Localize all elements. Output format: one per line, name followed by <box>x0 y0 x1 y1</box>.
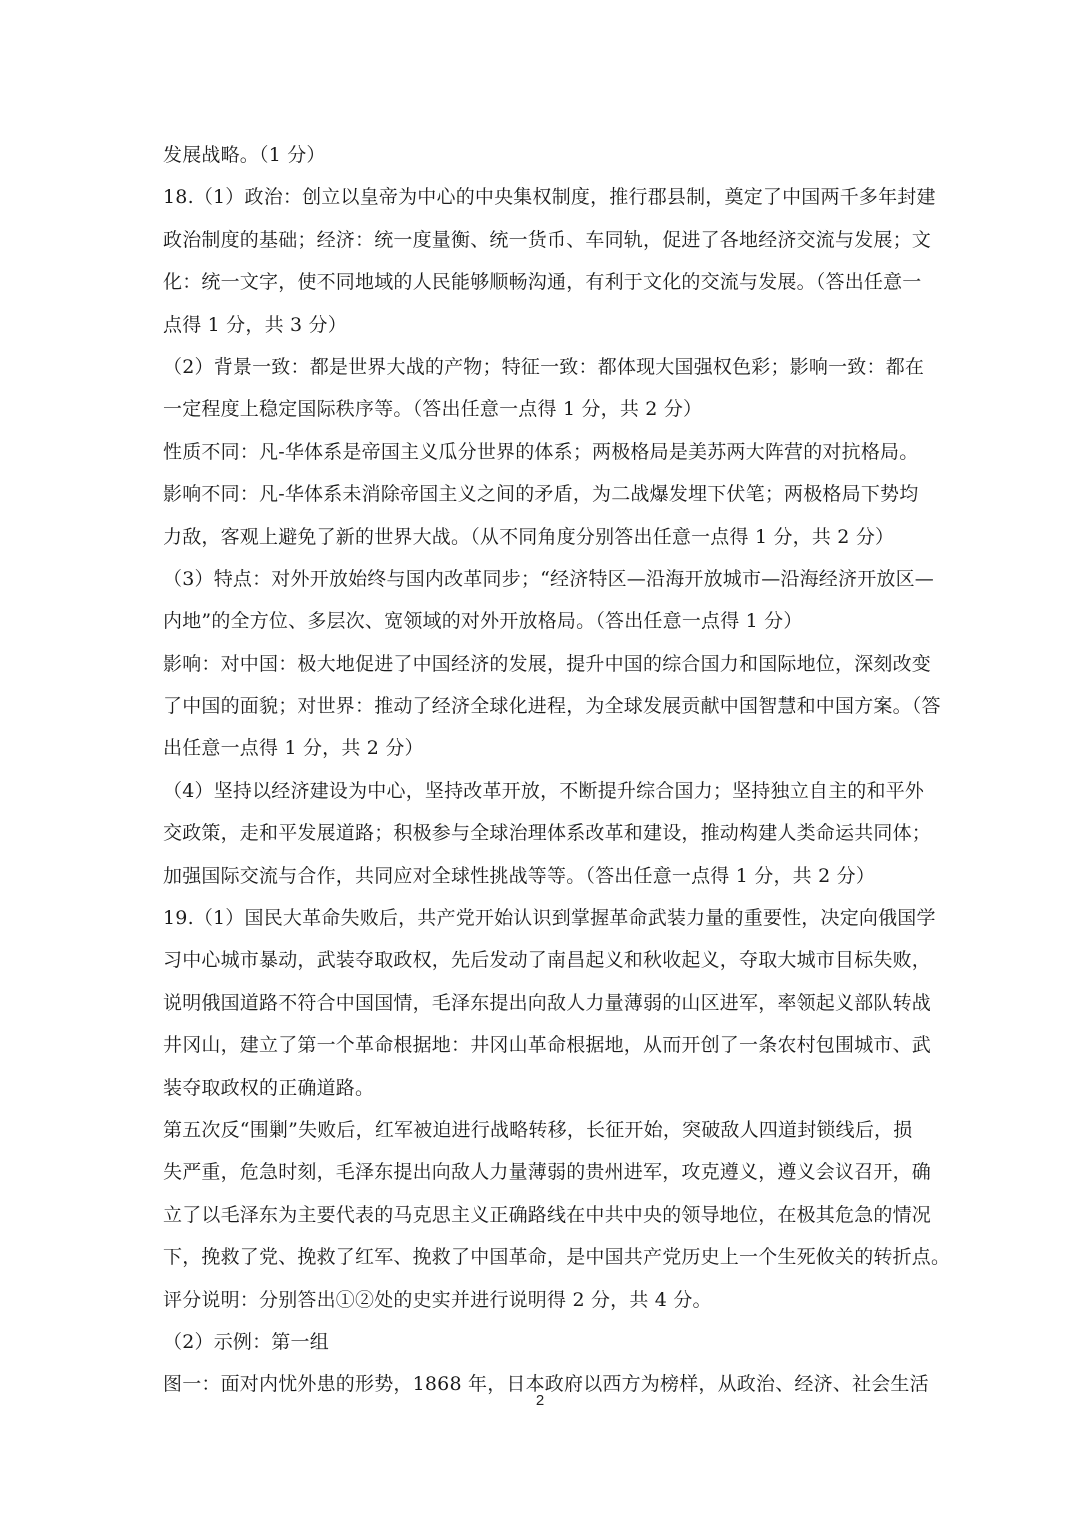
text-line: 影响：对中国：极大地促进了中国经济的发展，提升中国的综合国力和国际地位，深刻改变 <box>163 652 932 675</box>
text-line: 性质不同：凡-华体系是帝国主义瓜分世界的体系；两极格局是美苏两大阵营的对抗格局。 <box>163 440 919 463</box>
text-line: 点得 1 分，共 3 分） <box>163 313 347 336</box>
text-line: 加强国际交流与合作，共同应对全球性挑战等等。（答出任意一点得 1 分，共 2 分） <box>163 864 876 887</box>
text-line: 发展战略。（1 分） <box>163 144 326 166</box>
text-line: （4）坚持以经济建设为中心，坚持改革开放，不断提升综合国力；坚持独立自主的和平外 <box>163 779 925 802</box>
text-line: （2）背景一致：都是世界大战的产物；特征一致：都体现大国强权色彩；影响一致：都在 <box>163 355 925 378</box>
text-line: 第五次反“围剿”失败后，红军被迫进行战略转移，长征开始，突破敌人四道封锁线后，损 <box>163 1118 913 1141</box>
text-line: 评分说明：分别答出①②处的史实并进行说明得 2 分，共 4 分。 <box>163 1288 712 1311</box>
text-line: 习中心城市暴动，武装夺取政权，先后发动了南昌起义和秋收起义，夺取大城市目标失败， <box>163 949 932 972</box>
text-line: 力敌，客观上避免了新的世界大战。（从不同角度分别答出任意一点得 1 分，共 2 分） <box>163 525 895 548</box>
text-line: （3）特点：对外开放始终与国内改革同步；“经济特区—沿海开放城市—沿海经济开放区— <box>163 567 935 590</box>
text-line: 说明俄国道路不符合中国国情，毛泽东提出向敌人力量薄弱的山区进军，率领起义部队转战 <box>163 991 932 1014</box>
text-line: 出任意一点得 1 分，共 2 分） <box>163 737 424 760</box>
text-line: 19.（1）国民大革命失败后，共产党开始认识到掌握革命武装力量的重要性，决定向俄国学 <box>163 907 936 930</box>
text-line: 下，挽救了党、挽救了红军、挽救了中国革命，是中国共产党历史上一个生死攸关的转折点。 <box>163 1246 951 1269</box>
text-line: 失严重，危急时刻，毛泽东提出向敌人力量薄弱的贵州进军，攻克遵义，遵义会议召开，确 <box>163 1161 932 1184</box>
answer-text-block <box>163 134 951 1406</box>
text-line: （2）示例：第一组 <box>163 1330 329 1353</box>
text-line: 影响不同：凡-华体系未消除帝国主义之间的矛盾，为二战爆发埋下伏笔；两极格局下势均 <box>163 483 919 506</box>
text-line: 内地”的全方位、多层次、宽领域的对外开放格局。（答出任意一点得 1 分） <box>163 610 803 633</box>
text-line: 装夺取政权的正确道路。 <box>163 1076 375 1099</box>
text-line: 一定程度上稳定国际秩序等。（答出任意一点得 1 分，共 2 分） <box>163 398 703 421</box>
text-line: 化：统一文字，使不同地域的人民能够顺畅沟通，有利于文化的交流与发展。（答出任意一 <box>163 271 922 294</box>
page-number: 2 <box>535 1392 545 1409</box>
text-line: 图一：面对内忧外患的形势，1868 年，日本政府以西方为榜样，从政治、经济、社会生活 <box>163 1373 929 1396</box>
text-line: 立了以毛泽东为主要代表的马克思主义正确路线在中共中央的领导地位，在极其危急的情况 <box>163 1203 932 1226</box>
text-line: 交政策，走和平发展道路；积极参与全球治理体系改革和建设，推动构建人类命运共同体； <box>163 822 932 845</box>
text-line: 了中国的面貌；对世界：推动了经济全球化进程，为全球发展贡献中国智慧和中国方案。（答 <box>163 695 941 718</box>
text-line: 18.（1）政治：创立以皇帝为中心的中央集权制度，推行郡县制，奠定了中国两千多年封建 <box>163 186 936 209</box>
text-line: 政治制度的基础；经济：统一度量衡、统一货币、车同轨，促进了各地经济交流与发展；文 <box>163 228 932 251</box>
text-line: 井冈山，建立了第一个革命根据地：井冈山革命根据地，从而开创了一条农村包围城市、武 <box>163 1034 932 1057</box>
